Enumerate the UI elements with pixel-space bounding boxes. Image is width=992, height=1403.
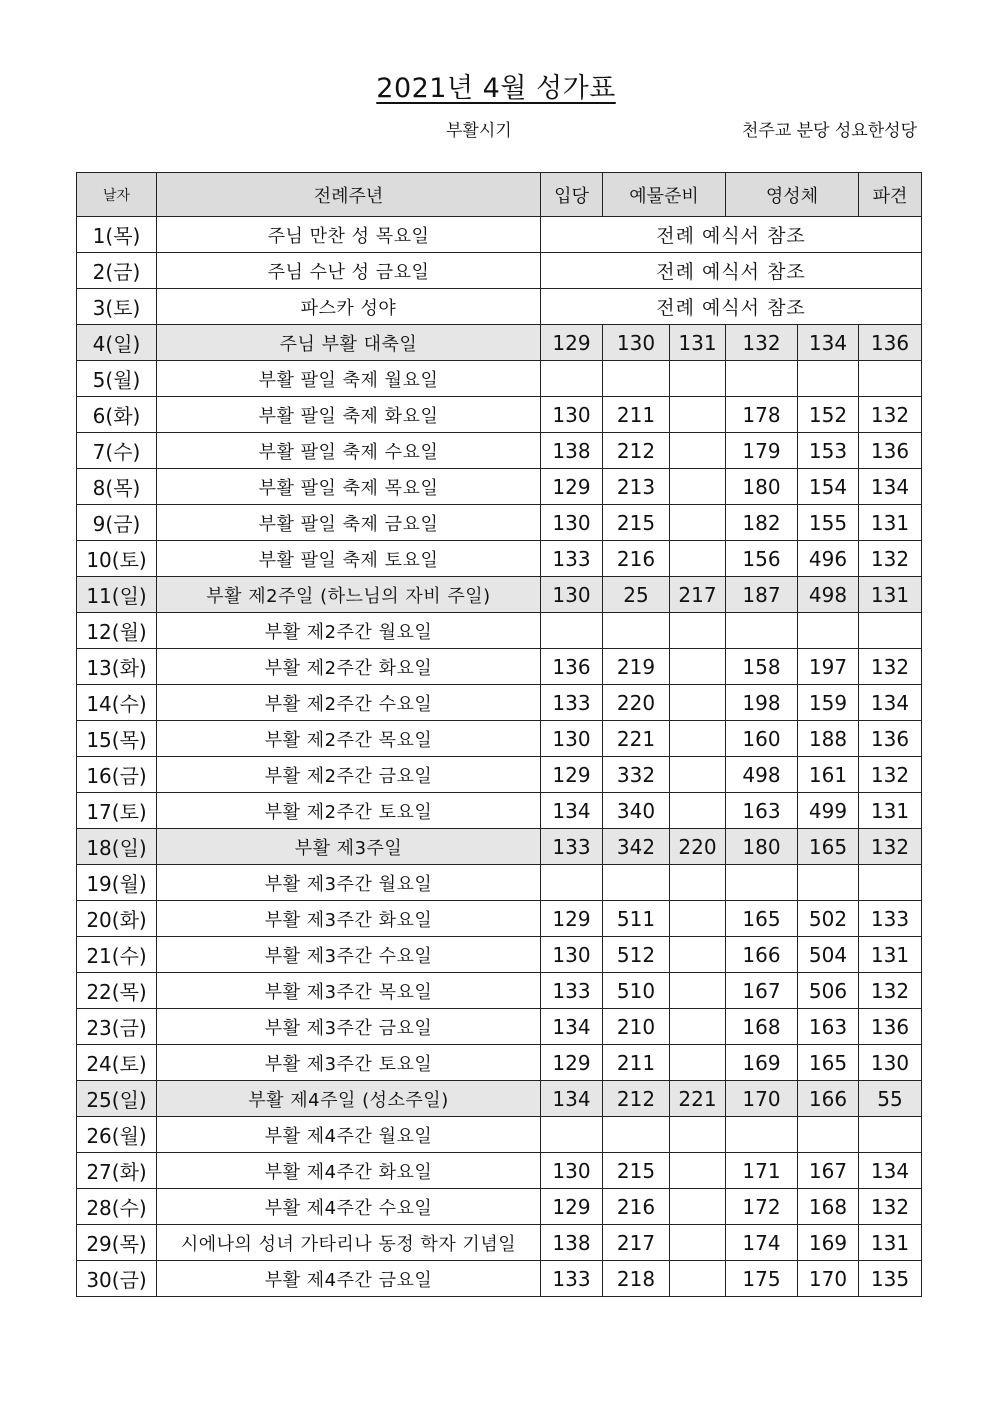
communion-cell-2: 152 (798, 397, 859, 433)
liturgy-cell: 부활 제2주간 목요일 (157, 721, 541, 757)
offertory-cell-1: 211 (603, 1045, 670, 1081)
offertory-cell-2 (670, 397, 726, 433)
table-row (77, 1153, 922, 1189)
table-row (77, 973, 922, 1009)
liturgy-cell: 부활 제3주간 월요일 (157, 865, 541, 901)
date-cell: 13(화) (77, 649, 157, 685)
header-communion: 영성체 (726, 173, 859, 217)
entrance-cell: 138 (541, 1225, 603, 1261)
offertory-cell-1: 216 (603, 1189, 670, 1225)
header-offertory: 예물준비 (603, 173, 726, 217)
liturgy-cell: 부활 제3주간 토요일 (157, 1045, 541, 1081)
communion-cell-2: 499 (798, 793, 859, 829)
dismissal-cell: 132 (859, 649, 922, 685)
date-cell: 27(화) (77, 1153, 157, 1189)
liturgy-cell: 시에나의 성녀 가타리나 동정 학자 기념일 (157, 1225, 541, 1261)
communion-cell-1 (726, 613, 798, 649)
dismissal-cell (859, 613, 922, 649)
dismissal-cell: 136 (859, 325, 922, 361)
date-cell: 26(월) (77, 1117, 157, 1153)
offertory-cell-2 (670, 1045, 726, 1081)
offertory-cell-1 (603, 613, 670, 649)
liturgy-cell: 부활 제4주간 금요일 (157, 1261, 541, 1297)
dismissal-cell: 131 (859, 937, 922, 973)
offertory-cell-1: 215 (603, 505, 670, 541)
table-row (77, 1225, 922, 1261)
liturgy-cell: 부활 제4주일 (성소주일) (157, 1081, 541, 1117)
table-row (77, 469, 922, 505)
liturgy-reference-cell: 전례 예식서 참조 (541, 217, 922, 253)
liturgy-cell: 부활 제2주일 (하느님의 자비 주일) (157, 577, 541, 613)
table-row (77, 757, 922, 793)
offertory-cell-2 (670, 973, 726, 1009)
dismissal-cell: 132 (859, 829, 922, 865)
header-date: 날자 (77, 173, 157, 217)
dismissal-cell: 132 (859, 397, 922, 433)
table-row (77, 289, 922, 325)
dismissal-cell: 131 (859, 577, 922, 613)
date-cell: 10(토) (77, 541, 157, 577)
date-cell: 7(수) (77, 433, 157, 469)
liturgy-cell: 주님 만찬 성 목요일 (157, 217, 541, 253)
communion-cell-1: 175 (726, 1261, 798, 1297)
date-cell: 8(목) (77, 469, 157, 505)
offertory-cell-1: 211 (603, 397, 670, 433)
table-row (77, 937, 922, 973)
hymn-schedule-table (76, 172, 922, 1297)
entrance-cell (541, 613, 603, 649)
liturgy-cell: 부활 제2주간 수요일 (157, 685, 541, 721)
communion-cell-1: 187 (726, 577, 798, 613)
entrance-cell: 138 (541, 433, 603, 469)
communion-cell-1: 163 (726, 793, 798, 829)
entrance-cell: 130 (541, 397, 603, 433)
dismissal-cell (859, 1117, 922, 1153)
date-cell: 23(금) (77, 1009, 157, 1045)
offertory-cell-2 (670, 505, 726, 541)
dismissal-cell: 136 (859, 1009, 922, 1045)
date-cell: 3(토) (77, 289, 157, 325)
offertory-cell-2 (670, 1225, 726, 1261)
offertory-cell-1: 340 (603, 793, 670, 829)
date-cell: 6(화) (77, 397, 157, 433)
offertory-cell-1 (603, 865, 670, 901)
dismissal-cell: 134 (859, 1153, 922, 1189)
date-cell: 16(금) (77, 757, 157, 793)
liturgy-reference-cell: 전례 예식서 참조 (541, 253, 922, 289)
offertory-cell-2 (670, 1261, 726, 1297)
communion-cell-2: 155 (798, 505, 859, 541)
communion-cell-1: 179 (726, 433, 798, 469)
communion-cell-1: 158 (726, 649, 798, 685)
communion-cell-2 (798, 361, 859, 397)
communion-cell-1: 160 (726, 721, 798, 757)
church-name: 천주교 분당 성요한성당 (741, 121, 917, 141)
dismissal-cell: 136 (859, 721, 922, 757)
offertory-cell-1: 213 (603, 469, 670, 505)
communion-cell-1: 165 (726, 901, 798, 937)
entrance-cell: 129 (541, 757, 603, 793)
offertory-cell-2 (670, 1117, 726, 1153)
table-row (77, 433, 922, 469)
entrance-cell: 129 (541, 1189, 603, 1225)
dismissal-cell (859, 361, 922, 397)
offertory-cell-2 (670, 1189, 726, 1225)
entrance-cell: 134 (541, 793, 603, 829)
offertory-cell-2 (670, 1153, 726, 1189)
offertory-cell-1: 218 (603, 1261, 670, 1297)
offertory-cell-1: 212 (603, 1081, 670, 1117)
entrance-cell (541, 361, 603, 397)
offertory-cell-1: 215 (603, 1153, 670, 1189)
date-cell: 15(목) (77, 721, 157, 757)
liturgy-cell: 부활 제3주간 화요일 (157, 901, 541, 937)
table-row (77, 217, 922, 253)
entrance-cell (541, 865, 603, 901)
liturgy-cell: 부활 제4주간 수요일 (157, 1189, 541, 1225)
entrance-cell: 130 (541, 505, 603, 541)
communion-cell-1: 132 (726, 325, 798, 361)
offertory-cell-2 (670, 793, 726, 829)
communion-cell-2: 504 (798, 937, 859, 973)
table-row (77, 1045, 922, 1081)
liturgy-cell: 부활 팔일 축제 화요일 (157, 397, 541, 433)
dismissal-cell: 132 (859, 757, 922, 793)
date-cell: 25(일) (77, 1081, 157, 1117)
communion-cell-1: 178 (726, 397, 798, 433)
table-row (77, 1117, 922, 1153)
offertory-cell-2 (670, 613, 726, 649)
communion-cell-2 (798, 613, 859, 649)
liturgy-cell: 부활 제3주일 (157, 829, 541, 865)
communion-cell-2 (798, 1117, 859, 1153)
offertory-cell-1: 332 (603, 757, 670, 793)
offertory-cell-1: 25 (603, 577, 670, 613)
date-cell: 9(금) (77, 505, 157, 541)
communion-cell-2: 496 (798, 541, 859, 577)
entrance-cell: 133 (541, 1261, 603, 1297)
dismissal-cell: 135 (859, 1261, 922, 1297)
communion-cell-1 (726, 361, 798, 397)
table-row (77, 865, 922, 901)
date-cell: 28(수) (77, 1189, 157, 1225)
dismissal-cell: 131 (859, 1225, 922, 1261)
offertory-cell-2 (670, 721, 726, 757)
dismissal-cell: 136 (859, 433, 922, 469)
entrance-cell: 133 (541, 973, 603, 1009)
communion-cell-2 (798, 865, 859, 901)
communion-cell-2: 159 (798, 685, 859, 721)
communion-cell-1 (726, 865, 798, 901)
offertory-cell-1: 221 (603, 721, 670, 757)
communion-cell-2: 502 (798, 901, 859, 937)
entrance-cell: 133 (541, 541, 603, 577)
table-row (77, 505, 922, 541)
communion-cell-1 (726, 1117, 798, 1153)
dismissal-cell: 131 (859, 793, 922, 829)
offertory-cell-1: 512 (603, 937, 670, 973)
entrance-cell: 129 (541, 469, 603, 505)
offertory-cell-1: 217 (603, 1225, 670, 1261)
entrance-cell: 130 (541, 721, 603, 757)
offertory-cell-2 (670, 757, 726, 793)
offertory-cell-1: 130 (603, 325, 670, 361)
entrance-cell: 133 (541, 685, 603, 721)
date-cell: 14(수) (77, 685, 157, 721)
date-cell: 11(일) (77, 577, 157, 613)
dismissal-cell: 132 (859, 1189, 922, 1225)
communion-cell-1: 182 (726, 505, 798, 541)
table-row (77, 1189, 922, 1225)
table-row (77, 541, 922, 577)
offertory-cell-1: 342 (603, 829, 670, 865)
entrance-cell: 134 (541, 1009, 603, 1045)
communion-cell-1: 167 (726, 973, 798, 1009)
page-title: 2021년 4월 성가표 (376, 73, 616, 104)
offertory-cell-2 (670, 649, 726, 685)
communion-cell-2: 167 (798, 1153, 859, 1189)
offertory-cell-2 (670, 685, 726, 721)
date-cell: 17(토) (77, 793, 157, 829)
liturgy-cell: 부활 제3주간 금요일 (157, 1009, 541, 1045)
liturgy-cell: 부활 팔일 축제 토요일 (157, 541, 541, 577)
header-dismissal: 파견 (859, 173, 922, 217)
offertory-cell-2: 221 (670, 1081, 726, 1117)
liturgy-cell: 주님 수난 성 금요일 (157, 253, 541, 289)
entrance-cell: 130 (541, 1153, 603, 1189)
communion-cell-1: 174 (726, 1225, 798, 1261)
table-row (77, 793, 922, 829)
offertory-cell-1: 210 (603, 1009, 670, 1045)
liturgy-cell: 부활 팔일 축제 목요일 (157, 469, 541, 505)
offertory-cell-2 (670, 865, 726, 901)
table-row (77, 1261, 922, 1297)
entrance-cell: 130 (541, 577, 603, 613)
entrance-cell: 129 (541, 901, 603, 937)
communion-cell-1: 172 (726, 1189, 798, 1225)
date-cell: 4(일) (77, 325, 157, 361)
page-title-wrap (0, 66, 992, 105)
liturgy-cell: 파스카 성야 (157, 289, 541, 325)
table-row (77, 613, 922, 649)
date-cell: 5(월) (77, 361, 157, 397)
liturgy-cell: 부활 제2주간 월요일 (157, 613, 541, 649)
entrance-cell: 129 (541, 325, 603, 361)
communion-cell-2: 170 (798, 1261, 859, 1297)
liturgy-cell: 부활 제4주간 화요일 (157, 1153, 541, 1189)
communion-cell-2: 154 (798, 469, 859, 505)
dismissal-cell: 131 (859, 505, 922, 541)
offertory-cell-2: 131 (670, 325, 726, 361)
liturgy-cell: 부활 팔일 축제 금요일 (157, 505, 541, 541)
communion-cell-2: 169 (798, 1225, 859, 1261)
table-header-row (77, 173, 922, 217)
date-cell: 29(목) (77, 1225, 157, 1261)
table-row (77, 685, 922, 721)
table-row (77, 721, 922, 757)
entrance-cell: 136 (541, 649, 603, 685)
communion-cell-1: 198 (726, 685, 798, 721)
offertory-cell-2: 217 (670, 577, 726, 613)
communion-cell-1: 180 (726, 829, 798, 865)
dismissal-cell: 133 (859, 901, 922, 937)
offertory-cell-2 (670, 937, 726, 973)
offertory-cell-1: 216 (603, 541, 670, 577)
offertory-cell-1: 510 (603, 973, 670, 1009)
date-cell: 30(금) (77, 1261, 157, 1297)
offertory-cell-2 (670, 469, 726, 505)
offertory-cell-2 (670, 361, 726, 397)
offertory-cell-1 (603, 361, 670, 397)
offertory-cell-1: 219 (603, 649, 670, 685)
date-cell: 20(화) (77, 901, 157, 937)
communion-cell-2: 498 (798, 577, 859, 613)
liturgy-cell: 부활 제2주간 화요일 (157, 649, 541, 685)
communion-cell-2: 134 (798, 325, 859, 361)
date-cell: 24(토) (77, 1045, 157, 1081)
communion-cell-2: 161 (798, 757, 859, 793)
offertory-cell-2 (670, 1009, 726, 1045)
date-cell: 19(월) (77, 865, 157, 901)
offertory-cell-2 (670, 541, 726, 577)
offertory-cell-1: 511 (603, 901, 670, 937)
liturgy-cell: 부활 제2주간 금요일 (157, 757, 541, 793)
liturgy-cell: 부활 제3주간 수요일 (157, 937, 541, 973)
dismissal-cell: 132 (859, 541, 922, 577)
liturgy-cell: 부활 제4주간 월요일 (157, 1117, 541, 1153)
communion-cell-2: 163 (798, 1009, 859, 1045)
communion-cell-2: 188 (798, 721, 859, 757)
communion-cell-2: 166 (798, 1081, 859, 1117)
communion-cell-2: 197 (798, 649, 859, 685)
entrance-cell: 134 (541, 1081, 603, 1117)
header-liturgy: 전례주년 (157, 173, 541, 217)
table-row (77, 325, 922, 361)
liturgy-reference-cell: 전례 예식서 참조 (541, 289, 922, 325)
season-label: 부활시기 (446, 121, 512, 141)
communion-cell-2: 165 (798, 1045, 859, 1081)
communion-cell-2: 153 (798, 433, 859, 469)
communion-cell-1: 498 (726, 757, 798, 793)
header-entrance: 입당 (541, 173, 603, 217)
offertory-cell-2 (670, 901, 726, 937)
date-cell: 22(목) (77, 973, 157, 1009)
date-cell: 18(일) (77, 829, 157, 865)
table-row (77, 361, 922, 397)
table-body (77, 173, 922, 1297)
offertory-cell-2 (670, 433, 726, 469)
dismissal-cell: 55 (859, 1081, 922, 1117)
offertory-cell-2: 220 (670, 829, 726, 865)
entrance-cell (541, 1117, 603, 1153)
communion-cell-2: 506 (798, 973, 859, 1009)
liturgy-cell: 부활 팔일 축제 월요일 (157, 361, 541, 397)
table-row (77, 649, 922, 685)
date-cell: 2(금) (77, 253, 157, 289)
offertory-cell-1: 220 (603, 685, 670, 721)
date-cell: 1(목) (77, 217, 157, 253)
table-row (77, 1081, 922, 1117)
communion-cell-2: 165 (798, 829, 859, 865)
communion-cell-1: 166 (726, 937, 798, 973)
entrance-cell: 133 (541, 829, 603, 865)
offertory-cell-1 (603, 1117, 670, 1153)
date-cell: 12(월) (77, 613, 157, 649)
table-row (77, 397, 922, 433)
communion-cell-1: 180 (726, 469, 798, 505)
communion-cell-2: 168 (798, 1189, 859, 1225)
communion-cell-1: 171 (726, 1153, 798, 1189)
liturgy-cell: 부활 팔일 축제 수요일 (157, 433, 541, 469)
table-row (77, 253, 922, 289)
offertory-cell-1: 212 (603, 433, 670, 469)
entrance-cell: 130 (541, 937, 603, 973)
entrance-cell: 129 (541, 1045, 603, 1081)
table-row (77, 577, 922, 613)
dismissal-cell: 130 (859, 1045, 922, 1081)
table-row (77, 901, 922, 937)
table-row (77, 1009, 922, 1045)
dismissal-cell (859, 865, 922, 901)
liturgy-cell: 부활 제2주간 토요일 (157, 793, 541, 829)
date-cell: 21(수) (77, 937, 157, 973)
liturgy-cell: 주님 부활 대축일 (157, 325, 541, 361)
communion-cell-1: 169 (726, 1045, 798, 1081)
communion-cell-1: 156 (726, 541, 798, 577)
dismissal-cell: 132 (859, 973, 922, 1009)
dismissal-cell: 134 (859, 469, 922, 505)
dismissal-cell: 134 (859, 685, 922, 721)
communion-cell-1: 170 (726, 1081, 798, 1117)
communion-cell-1: 168 (726, 1009, 798, 1045)
table-row (77, 829, 922, 865)
liturgy-cell: 부활 제3주간 목요일 (157, 973, 541, 1009)
